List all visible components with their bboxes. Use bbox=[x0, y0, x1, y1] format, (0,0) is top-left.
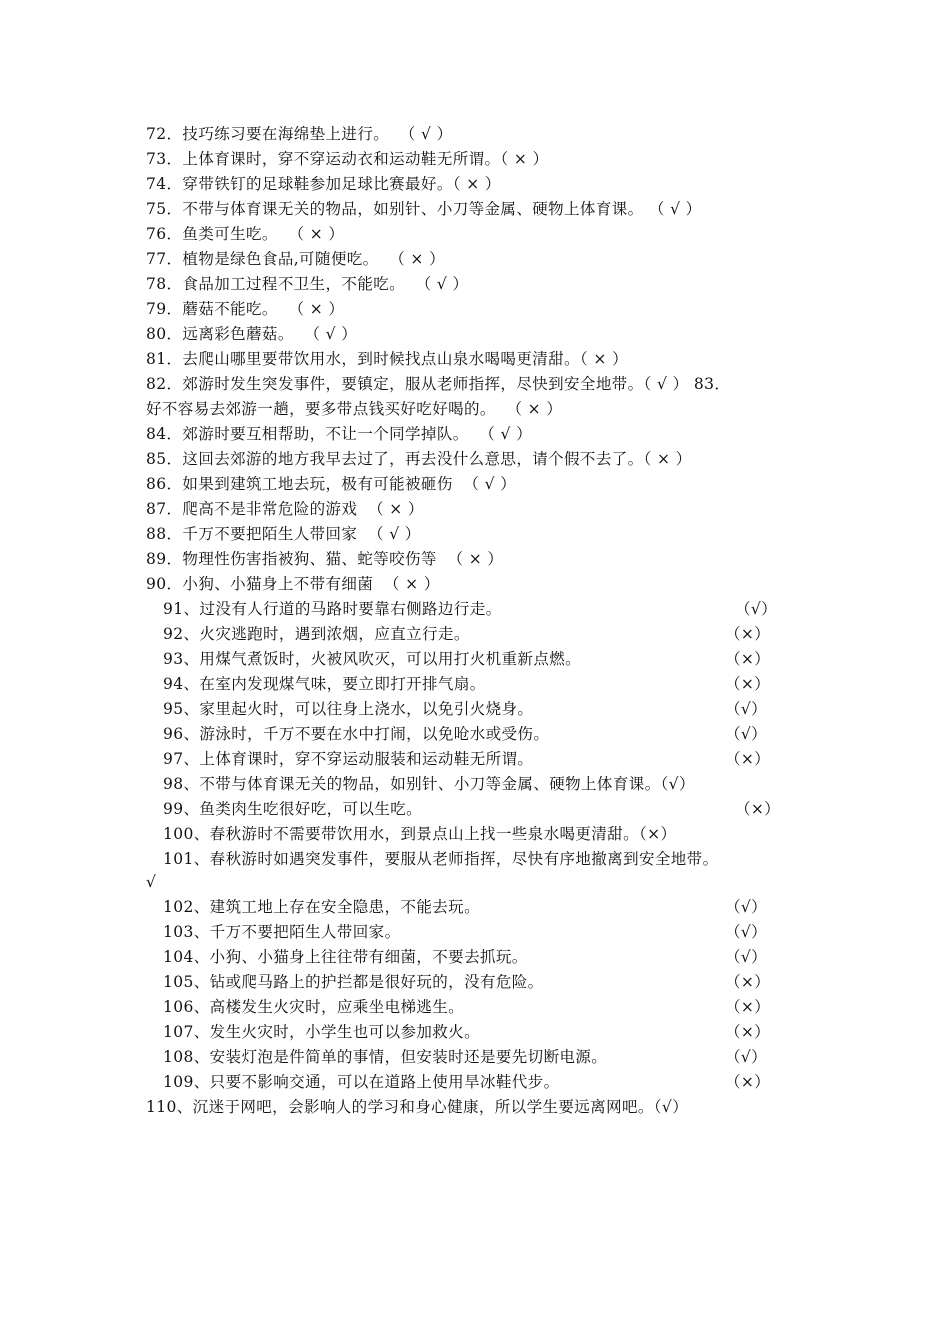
answer-mark: （×） bbox=[725, 675, 771, 693]
question-text: 93、用煤气煮饭时，火被风吹灭，可以用打火机重新点燃。 bbox=[163, 650, 582, 668]
question-text: 96、游泳时，千万不要在水中打闹，以免呛水或受伤。 bbox=[163, 725, 550, 743]
answer-mark: （√） bbox=[725, 700, 768, 718]
answer-mark: （×） bbox=[725, 998, 771, 1016]
answer-mark: （√） bbox=[725, 948, 768, 966]
question-101-mark: √ bbox=[146, 873, 157, 891]
question-text: 104、小狗、小猫身上往往带有细菌，不要去抓玩。 bbox=[163, 948, 528, 966]
question-line: 89．物理性伤害指被狗、猫、蛇等咬伤等 （ × ） bbox=[146, 550, 504, 568]
question-line: 82．郊游时发生突发事件，要镇定，服从老师指挥，尽快到安全地带。（ √ ） 83． bbox=[146, 375, 731, 393]
question-text: 109、只要不影响交通，可以在道路上使用旱冰鞋代步。 bbox=[163, 1073, 560, 1091]
question-text: 105、钻或爬马路上的护拦都是很好玩的，没有危险。 bbox=[163, 973, 544, 991]
question-line: 73．上体育课时，穿不穿运动衣和运动鞋无所谓。（ × ） bbox=[146, 150, 549, 168]
answer-mark: （×） bbox=[725, 973, 771, 991]
question-line: 88．千万不要把陌生人带回家 （ √ ） bbox=[146, 525, 421, 543]
question-text: 107、发生火灾时，小学生也可以参加救火。 bbox=[163, 1023, 480, 1041]
question-line: 75．不带与体育课无关的物品，如别针、小刀等金属、硬物上体育课。 （ √ ） bbox=[146, 200, 702, 218]
answer-mark: （√） bbox=[725, 923, 768, 941]
question-line: 87．爬高不是非常危险的游戏 （ × ） bbox=[146, 500, 424, 518]
question-text: 91、过没有人行道的马路时要靠右侧路边行走。 bbox=[163, 600, 502, 618]
question-line: 好不容易去郊游一趟，要多带点钱买好吃好喝的。 （ × ） bbox=[146, 400, 563, 418]
question-line: 78．食品加工过程不卫生，不能吃。 （ √ ） bbox=[146, 275, 469, 293]
question-line: 77．植物是绿色食品,可随便吃。 （ × ） bbox=[146, 250, 446, 268]
question-line: 76．鱼类可生吃。 （ × ） bbox=[146, 225, 345, 243]
answer-mark: （√） bbox=[725, 898, 768, 916]
answer-mark: （×） bbox=[725, 750, 771, 768]
answer-mark: （√） bbox=[735, 600, 778, 618]
answer-mark: （√） bbox=[725, 1048, 768, 1066]
question-110: 110、沉迷于网吧，会影响人的学习和身心健康，所以学生要远离网吧。（√） bbox=[146, 1098, 689, 1116]
question-text: 100、春秋游时不需要带饮用水，到景点山上找一些泉水喝更清甜。（×） bbox=[163, 825, 677, 843]
answer-mark: （×） bbox=[735, 800, 781, 818]
question-line: 79．蘑菇不能吃。 （ × ） bbox=[146, 300, 345, 318]
answer-mark: （×） bbox=[725, 625, 771, 643]
question-line: 90．小狗、小猫身上不带有细菌 （ × ） bbox=[146, 575, 440, 593]
question-text: 101、春秋游时如遇突发事件，要服从老师指挥，尽快有序地撤离到安全地带。 bbox=[163, 850, 719, 868]
question-text: 92、火灾逃跑时，遇到浓烟，应直立行走。 bbox=[163, 625, 470, 643]
question-line: 81．去爬山哪里要带饮用水，到时候找点山泉水喝喝更清甜。（ × ） bbox=[146, 350, 629, 368]
question-text: 94、在室内发现煤气味，要立即打开排气扇。 bbox=[163, 675, 486, 693]
question-line: 85．这回去郊游的地方我早去过了，再去没什么意思，请个假不去了。（ × ） bbox=[146, 450, 692, 468]
question-text: 102、建筑工地上存在安全隐患，不能去玩。 bbox=[163, 898, 480, 916]
question-line: 80．远离彩色蘑菇。 （ √ ） bbox=[146, 325, 358, 343]
question-text: 97、上体育课时，穿不穿运动服装和运动鞋无所谓。 bbox=[163, 750, 534, 768]
answer-mark: （×） bbox=[725, 650, 771, 668]
question-line: 72．技巧练习要在海绵垫上进行。 （ √ ） bbox=[146, 125, 453, 143]
answer-mark: （√） bbox=[725, 725, 768, 743]
question-text: 106、高楼发生火灾时，应乘坐电梯逃生。 bbox=[163, 998, 465, 1016]
question-line: 86．如果到建筑工地去玩，极有可能被砸伤 （ √ ） bbox=[146, 475, 517, 493]
question-text: 103、千万不要把陌生人带回家。 bbox=[163, 923, 401, 941]
question-line: 74．穿带铁钉的足球鞋参加足球比赛最好。（ × ） bbox=[146, 175, 501, 193]
question-text: 95、家里起火时，可以往身上浇水，以免引火烧身。 bbox=[163, 700, 534, 718]
question-text: 99、鱼类肉生吃很好吃，可以生吃。 bbox=[163, 800, 423, 818]
question-line: 84．郊游时要互相帮助，不让一个同学掉队。 （ √ ） bbox=[146, 425, 533, 443]
answer-mark: （×） bbox=[725, 1073, 771, 1091]
question-text: 98、不带与体育课无关的物品，如别针、小刀等金属、硬物上体育课。（√） bbox=[163, 775, 695, 793]
answer-mark: （×） bbox=[725, 1023, 771, 1041]
question-text: 108、安装灯泡是件简单的事情，但安装时还是要先切断电源。 bbox=[163, 1048, 608, 1066]
